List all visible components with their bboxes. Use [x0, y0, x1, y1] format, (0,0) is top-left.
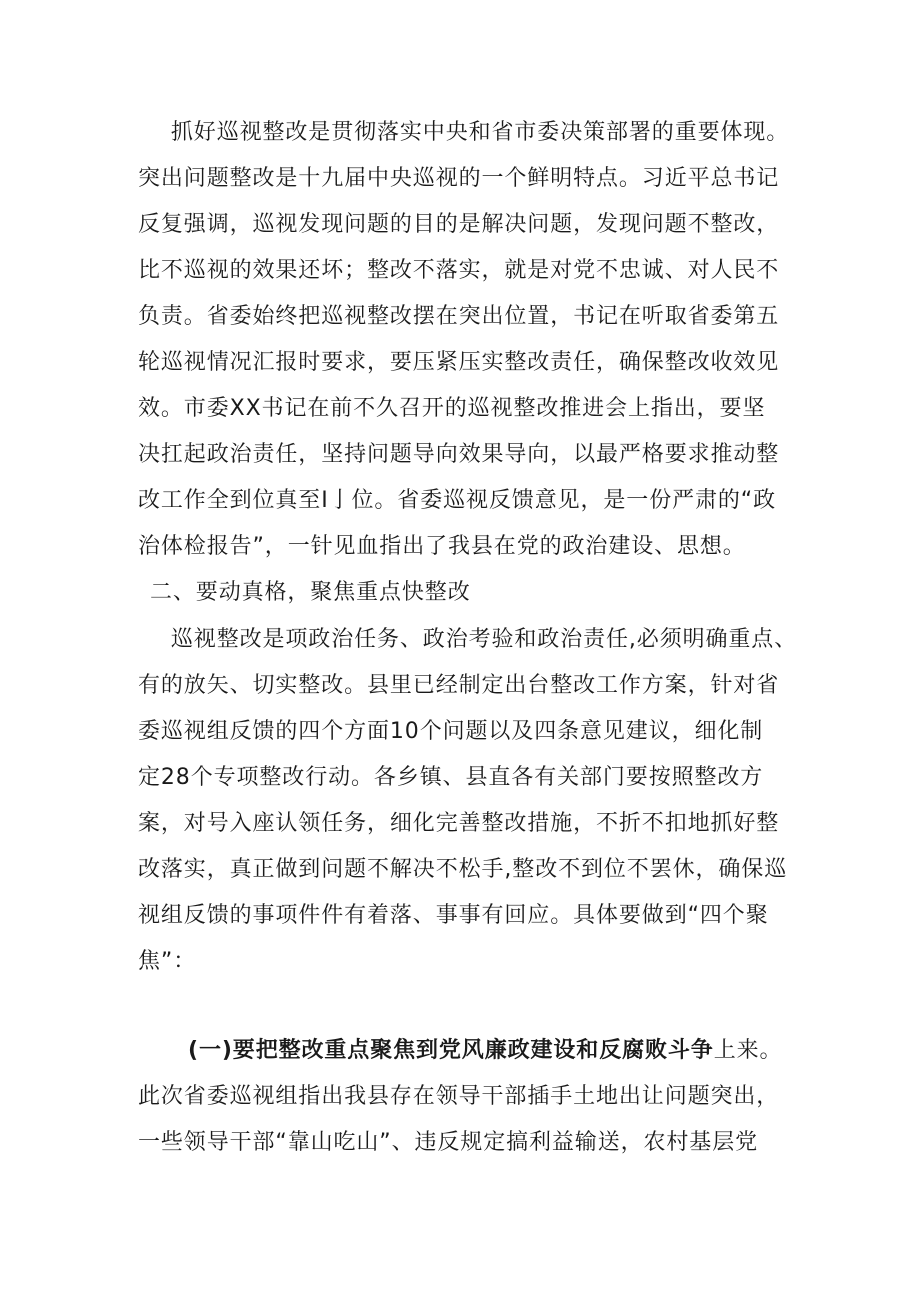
paragraph-line-9: 改工作全到位真至I亅位。省委巡视反馈意见，是一份严肃的“政: [138, 488, 776, 513]
paragraph-line-13: 委巡视组反馈的四个方面10个问题以及四条意见建议，细化制: [138, 719, 764, 744]
paragraph-line-5: 负责。省委始终把巡视整改摆在突出位置，书记在听取省委第五: [138, 304, 780, 329]
paragraph-line-20: 一些领导干部“靠山吃山”、违反规定搞利益输送，农村基层党: [138, 1130, 758, 1155]
paragraph-line-19: 此次省委巡视组指出我县存在领导干部插手土地出让问题突出，: [138, 1084, 780, 1109]
paragraph-line-1: 抓好巡视整改是贯彻落实中央和省市委决策部署的重要体现。: [148, 120, 790, 145]
paragraph-line-2: 突出问题整改是十九届中央巡视的一个鲜明特点。习近平总书记: [138, 166, 780, 191]
paragraph-line-16: 改落实，真正做到问题不解决不松手,整改不到位不罢休，确保巡: [138, 857, 788, 882]
paragraph-line-14: 定28个专项整改行动。各乡镇、县直各有关部门要按照整改方: [138, 765, 764, 790]
section-heading: 二、要动真格，聚焦重点快整改: [150, 580, 471, 605]
paragraph-line-6: 轮巡视情况汇报时要求，要压紧压实整改责任，确保整改收效见: [138, 350, 780, 375]
paragraph-line-4: 比不巡视的效果还坏；整改不落实，就是对党不忠诚、对人民不: [138, 258, 780, 283]
paragraph-line-8: 决扛起政治责任，坚持问题导向效果导向，以最严格要求推动整: [138, 442, 780, 467]
paragraph-line-7: 效。市委XX书记在前不久召开的巡视整改推进会上指出，要坚: [138, 396, 766, 421]
paragraph-line-11: 巡视整改是项政治任务、政治考验和政治责任,必须明确重点、: [148, 627, 798, 652]
paragraph-line-18: 焦”：: [138, 949, 197, 974]
paragraph-line-10: 治体检报告”，一针见血指出了我县在党的政治建设、思想。: [138, 534, 746, 559]
paragraph-line-17: 视组反馈的事项件件有着落、事事有回应。具体要做到“四个聚: [138, 903, 769, 928]
paragraph-line-3: 反复强调，巡视发现问题的目的是解决问题，发现问题不整改，: [138, 212, 780, 237]
paragraph-line-12: 有的放矢、切实整改。县里已经制定出台整改工作方案，针对省: [138, 673, 780, 698]
paragraph-line-15: 案，对号入座认领任务，细化完善整改措施，不折不扣地抓好整: [138, 811, 780, 836]
subsection-heading: (一)要把整改重点聚焦到党风廉政建设和反腐败斗争: [188, 1038, 714, 1063]
subsection-heading-tail: 上来。: [713, 1038, 783, 1063]
